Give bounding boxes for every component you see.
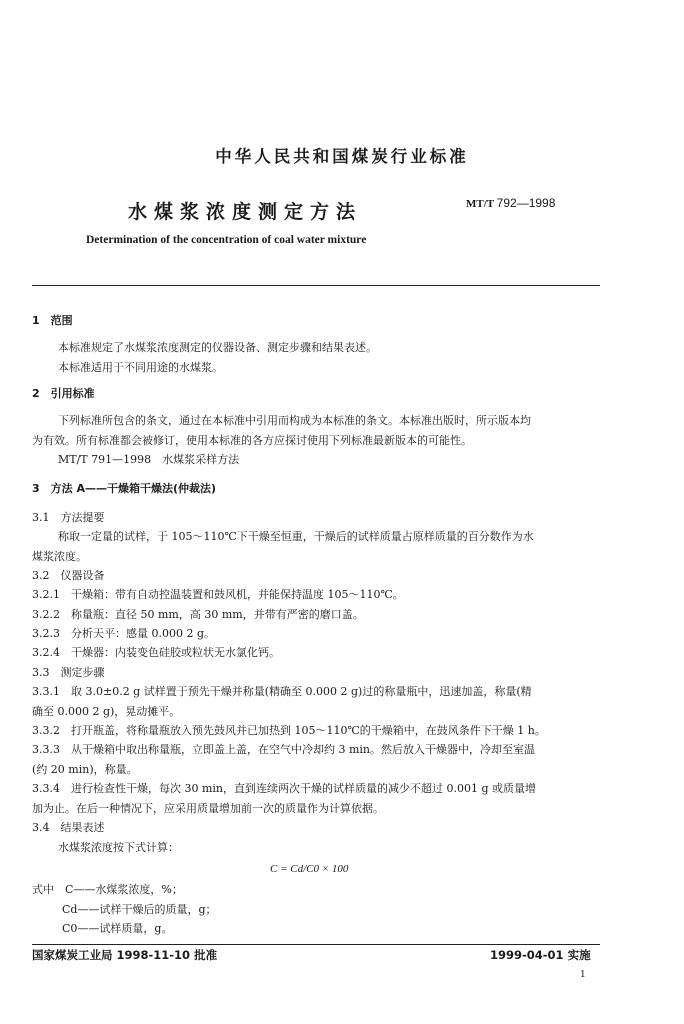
standard-code — [466, 196, 555, 210]
page-number: 1 — [580, 970, 586, 980]
standard-code-prefix: MT/T — [466, 198, 494, 210]
section-2-heading: 2 引用标准 — [32, 387, 95, 400]
section-3-3-1-line-2: 确至 0.000 2 g)，晃动摊平。 — [32, 705, 181, 718]
section-3-2-4: 3.2.4 干燥器：内装变色硅胶或粒状无水氯化钙。 — [32, 646, 280, 659]
section-3-3-4-line-1: 3.3.4 进行检查性干燥，每次 30 min，直到连续两次干燥的试样质量的减少不超过 0.001 g 或质量增 — [32, 782, 537, 795]
section-3-2-heading: 3.2 仪器设备 — [32, 569, 105, 582]
section-3-3-4-line-2: 加为止。在后一种情况下，应采用质量增加前一次的质量作为计算依据。 — [32, 802, 384, 815]
section-1-heading: 1 范围 — [32, 314, 73, 327]
section-3-4-paragraph: 水煤浆浓度按下式计算： — [58, 841, 179, 854]
section-3-3-3-line-2: (约 20 min)，称量。 — [32, 763, 138, 776]
section-3-heading: 3 方法 A——干燥箱干燥法(仲裁法) — [32, 482, 217, 495]
footer-divider — [32, 944, 600, 945]
where-clause-c0: C0——试样质量，g。 — [62, 922, 173, 935]
section-3-2-3: 3.2.3 分析天平：感量 0.000 2 g。 — [32, 627, 216, 640]
section-1-paragraph-2: 本标准适用于不同用途的水煤浆。 — [58, 361, 223, 374]
section-3-3-2: 3.3.2 打开瓶盖，将称量瓶放入预先鼓风并已加热到 105～110℃的干燥箱中，在鼓风条件下干燥 1 h。 — [32, 724, 546, 737]
where-clause-cd: Cd——试样干燥后的质量，g； — [62, 903, 217, 916]
section-3-2-2: 3.2.2 称量瓶：直径 50 mm，高 30 mm，并带有严密的磨口盖。 — [32, 608, 364, 621]
header-divider — [32, 285, 600, 286]
section-3-3-heading: 3.3 测定步骤 — [32, 666, 105, 679]
standard-body-header: 中华人民共和国煤炭行业标准 — [215, 147, 469, 166]
approval-date: 国家煤炭工业局 1998-11-10 批准 — [32, 948, 218, 962]
section-3-1-heading: 3.1 方法提要 — [32, 511, 105, 524]
document-title: 水煤浆浓度测定方法 — [128, 201, 363, 223]
where-clause-c: 式中 C——水煤浆浓度，%； — [32, 883, 183, 896]
section-3-4-heading: 3.4 结果表述 — [32, 821, 105, 834]
section-3-1-line-2: 煤浆浓度。 — [32, 550, 87, 563]
section-3-3-1-line-1: 3.3.1 取 3.0±0.2 g 试样置于预先干燥并称量(精确至 0.000 2 g)过的称量瓶中，迅速加盖，称量(精 — [32, 685, 532, 698]
standard-code-number: 792—1998 — [496, 196, 556, 210]
section-3-2-1: 3.2.1 干燥箱：带有自动控温装置和鼓风机，并能保持温度 105～110℃。 — [32, 588, 404, 601]
section-3-1-line-1: 称取一定量的试样，于 105～110℃下干燥至恒重，干燥后的试样质量占原样质量的百分数作为水 — [58, 530, 534, 543]
english-title: Determination of the concentration of coal water mixture — [86, 234, 367, 246]
section-2-paragraph-line-2: 为有效。所有标准都会被修订，使用本标准的各方应探讨使用下列标准最新版本的可能性。 — [32, 434, 472, 447]
effective-date: 1999-04-01 实施 — [490, 948, 591, 962]
section-2-reference: MT/T 791—1998 水煤浆采样方法 — [58, 453, 240, 466]
concentration-formula: C = Cd/C0 × 100 — [270, 863, 349, 875]
section-3-3-3-line-1: 3.3.3 从干燥箱中取出称量瓶，立即盖上盖，在空气中冷却约 3 min。然后放入干燥器中，冷却至室温 — [32, 743, 536, 756]
section-1-paragraph-1: 本标准规定了水煤浆浓度测定的仪器设备、测定步骤和结果表述。 — [58, 341, 377, 354]
section-2-paragraph-line-1: 下列标准所包含的条文，通过在本标准中引用而构成为本标准的条文。本标准出版时，所示版本均 — [58, 414, 531, 427]
